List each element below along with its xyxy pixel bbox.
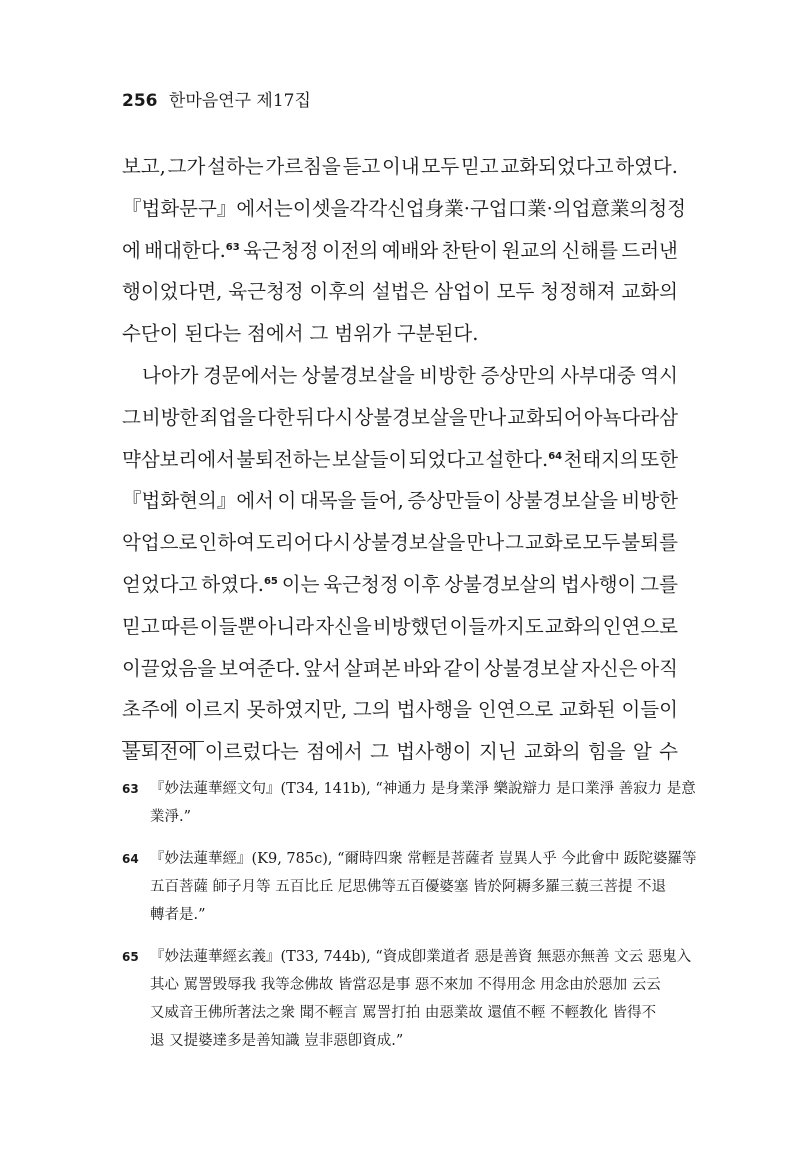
footnotes [122, 775, 697, 1069]
text-line: 이끌었음을 보여준다. 앞서 살펴본 바와 같이 상불경보살 자신은 아직 [122, 656, 678, 680]
footnote-number: 63 [122, 782, 139, 796]
text-line: 『법화문구』에서는 이 셋을 각각 신업身業·구업口業·의업意業의 청정 [122, 196, 687, 220]
body-text [122, 146, 687, 773]
footnote-line: 『妙法蓮華經文句』(T34, 141b), “神通力 是身業淨 樂說辯力 是口業淨 善寂力 是意 [150, 781, 696, 797]
text-line: 악업으로 인하여 도리어 다시 상불경보살을 만나 그 교화로 모두 불퇴를 [122, 531, 678, 555]
footnote-line: 退 又提婆達多是善知識 豈非惡卽資成.” [150, 1033, 404, 1049]
footnote-line: 『妙法蓮華經玄義』(T33, 744b), “資成卽業道者 惡是善資 無惡亦無善 文云 惡鬼入 [150, 949, 692, 965]
text-line: 수단이 된다는 점에서 그 범위가 구분된다. [122, 322, 479, 346]
text-line: 그 비방한 죄업을 다한 뒤 다시 상불경보살을 만나 교화되어 아뇩다라삼 [122, 405, 678, 429]
footnote-ref: 65 [263, 575, 278, 587]
text-line: 먁삼보리에서 불퇴전하는 보살들이 되었다고 설한다.$^{64}$ 천태지의 또한 [122, 447, 678, 471]
footnote-line: 五百菩薩 師子月等 五百比丘 尼思佛等五百優婆塞 皆於阿耨多羅三藐三菩提 不退 [150, 879, 667, 895]
text-line: 믿고 따른 이들뿐 아니라 자신을 비방했던 이들까지도 교화의 인연으로 [122, 614, 678, 638]
journal-title: 한마음연구 제17집 [168, 91, 311, 111]
text-line: 『법화현의』에서 이 대목을 들어, 증상만들이 상불경보살을 비방한 [122, 489, 678, 513]
running-header [122, 86, 311, 111]
footnote-line: 其心 罵詈毁辱我 我等念佛故 皆當忍是事 惡不來加 不得用念 用念由於惡加 云云 [150, 977, 661, 993]
footnote [122, 943, 692, 1055]
text-line: 불퇴전에 이르렀다는 점에서 그 법사행이 지닌 교화의 힘을 알 수 [122, 740, 678, 764]
text-line: 에 배대한다.$^{63}$ 육근청정 이전의 예배와 찬탄이 원교의 신해를 드러낸 [122, 238, 678, 262]
footnote-number: 65 [122, 950, 139, 964]
footnote-ref: 63 [225, 241, 240, 253]
footnote-line: 業淨.” [150, 809, 192, 825]
footnote-line: 又威音王佛所著法之衆 聞不輕言 罵詈打拍 由惡業故 還值不輕 不輕教化 皆得不 [150, 1005, 657, 1021]
footnote-ref: 64 [548, 450, 563, 462]
text-line: 행이었다면, 육근청정 이후의 설법은 삼업이 모두 청정해져 교화의 [122, 280, 678, 304]
footnote-line: 『妙法蓮華經』(K9, 785c), “爾時四衆 常輕是菩薩者 豈異人乎 今此會中 䟦陀婆羅等 [150, 851, 697, 867]
text-line: 보고, 그가 설하는 가르침을 듣고 이내 모두 믿고 교화되었다고 하였다. [122, 155, 678, 178]
text-line: 얻었다고 하였다.$^{65}$ 이는 육근청정 이후 상불경보살의 법사행이 그를 [122, 572, 678, 596]
text-line: 초주에 이르지 못하였지만, 그의 법사행을 인연으로 교화된 이들이 [122, 698, 678, 722]
footnote [122, 775, 696, 831]
footnote-number: 64 [122, 852, 139, 866]
footnote-line: 轉者是.” [150, 907, 206, 923]
footnote [122, 845, 697, 929]
text-line: 나아가 경문에서는 상불경보살을 비방한 증상만의 사부대중 역시 [142, 363, 678, 387]
page-number: 256 [122, 91, 158, 111]
footnote-divider [122, 741, 204, 742]
